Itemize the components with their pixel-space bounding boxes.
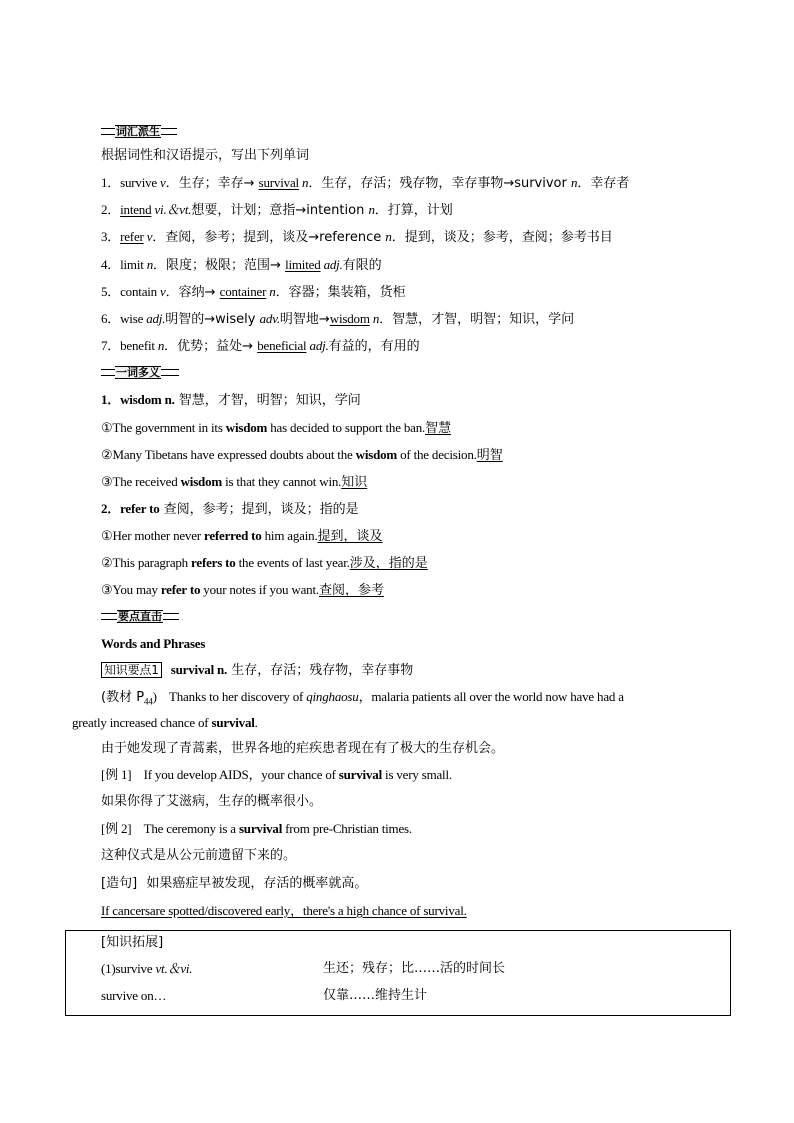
vocab-item-1: 1．survive v．生存；幸存→ survival n．生存，存活；残存物，幸存事物→survivor n．幸存者: [101, 175, 630, 191]
example-2-translation: 这种仪式是从公元前遗留下来的。: [101, 848, 297, 863]
polysemy-example: ①The government in its wisdom has decided to support the ban.智慧: [101, 420, 452, 436]
knowledge-point-1: 知识要点1 survival n. 生存，存活；残存物，幸存事物: [101, 661, 413, 680]
polysemy-word-1: 1．wisdom n. 智慧，才智，明智；知识，学问: [101, 392, 361, 408]
extension-row-1-right: 生还；残存；比……活的时间长: [323, 961, 506, 976]
polysemy-example: ②Many Tibetans have expressed doubts about the wisdom of the decision.明智: [101, 447, 503, 463]
vocab-item-3: 3．refer v．查阅，参考；提到，谈及→reference n．提到，谈及；参考，查阅；参考书目: [101, 229, 613, 245]
textbook-translation: 由于她发现了青蒿素，世界各地的疟疾患者现在有了极大的生存机会。: [101, 741, 505, 756]
instruction-text: 根据词性和汉语提示，写出下列单词: [101, 148, 310, 163]
vocab-item-2: 2．intend vi.＆vt.想要，计划；意指→intention n．打算，计划: [101, 202, 453, 218]
section-tag-key-points: 要点直击: [101, 610, 179, 622]
example-2: [例 2] The ceremony is a survival from pre-Christian times.: [101, 821, 412, 836]
extension-row-1-left: (1)survive vt.＆vi.: [101, 961, 193, 976]
vocab-item-7: 7．benefit n．优势；益处→ beneficial adj.有益的，有用的: [101, 338, 420, 354]
section-heading: Words and Phrases: [101, 636, 206, 651]
vocab-item-4: 4．limit n．限度；极限；范围→ limited adj.有限的: [101, 257, 382, 273]
polysemy-example: ③The received wisdom is that they cannot win.知识: [101, 474, 368, 490]
section-tag-polysemy: 一词多义: [101, 366, 179, 378]
textbook-quote-line1: (教材 $P_{44}$) Thanks to her discovery of qinghaosu，malaria patients all over the world now have had a: [101, 689, 624, 707]
polysemy-example: ③You may refer to your notes if you want.查阅，参考: [101, 582, 384, 598]
polysemy-example: ①Her mother never referred to him again.提到，谈及: [101, 528, 383, 544]
section-tag-vocab-derivation: 词汇派生: [101, 125, 177, 137]
answer-blank: beneficial: [257, 338, 307, 353]
sentence-making-answer: If cancersare spotted/discovered early，there's a high chance of survival.: [101, 903, 467, 918]
extension-row-2-left: survive on…: [101, 988, 167, 1003]
answer-blank: limited: [285, 257, 321, 272]
answer-blank: intend: [120, 202, 152, 217]
vocab-item-6: 6．wise adj.明智的→wisely adv.明智地→wisdom n．智慧，才智，明智；知识，学问: [101, 311, 575, 327]
extension-title: [知识拓展]: [101, 935, 164, 950]
textbook-quote-line2: greatly increased chance of survival.: [72, 715, 258, 730]
answer-blank: refer: [120, 229, 144, 244]
point-label-box: 知识要点1: [101, 662, 162, 678]
vocab-item-5: 5．contain v．容纳→ container n．容器；集装箱，货柜: [101, 284, 406, 300]
example-1-translation: 如果你得了艾滋病，生存的概率很小。: [101, 794, 323, 809]
polysemy-word-2: 2．refer to 查阅，参考；提到，谈及；指的是: [101, 501, 359, 517]
answer-blank: survival: [258, 175, 299, 190]
polysemy-example: ②This paragraph refers to the events of last year.涉及，指的是: [101, 555, 428, 571]
example-1: [例 1] If you develop AIDS，your chance of survival is very small.: [101, 767, 452, 782]
answer-blank: wisdom: [329, 311, 370, 326]
answer-blank: container: [219, 284, 267, 299]
sentence-making: [造句] 如果癌症早被发现，存活的概率就高。: [101, 876, 368, 891]
extension-row-2-right: 仅靠……维持生计: [323, 988, 428, 1003]
